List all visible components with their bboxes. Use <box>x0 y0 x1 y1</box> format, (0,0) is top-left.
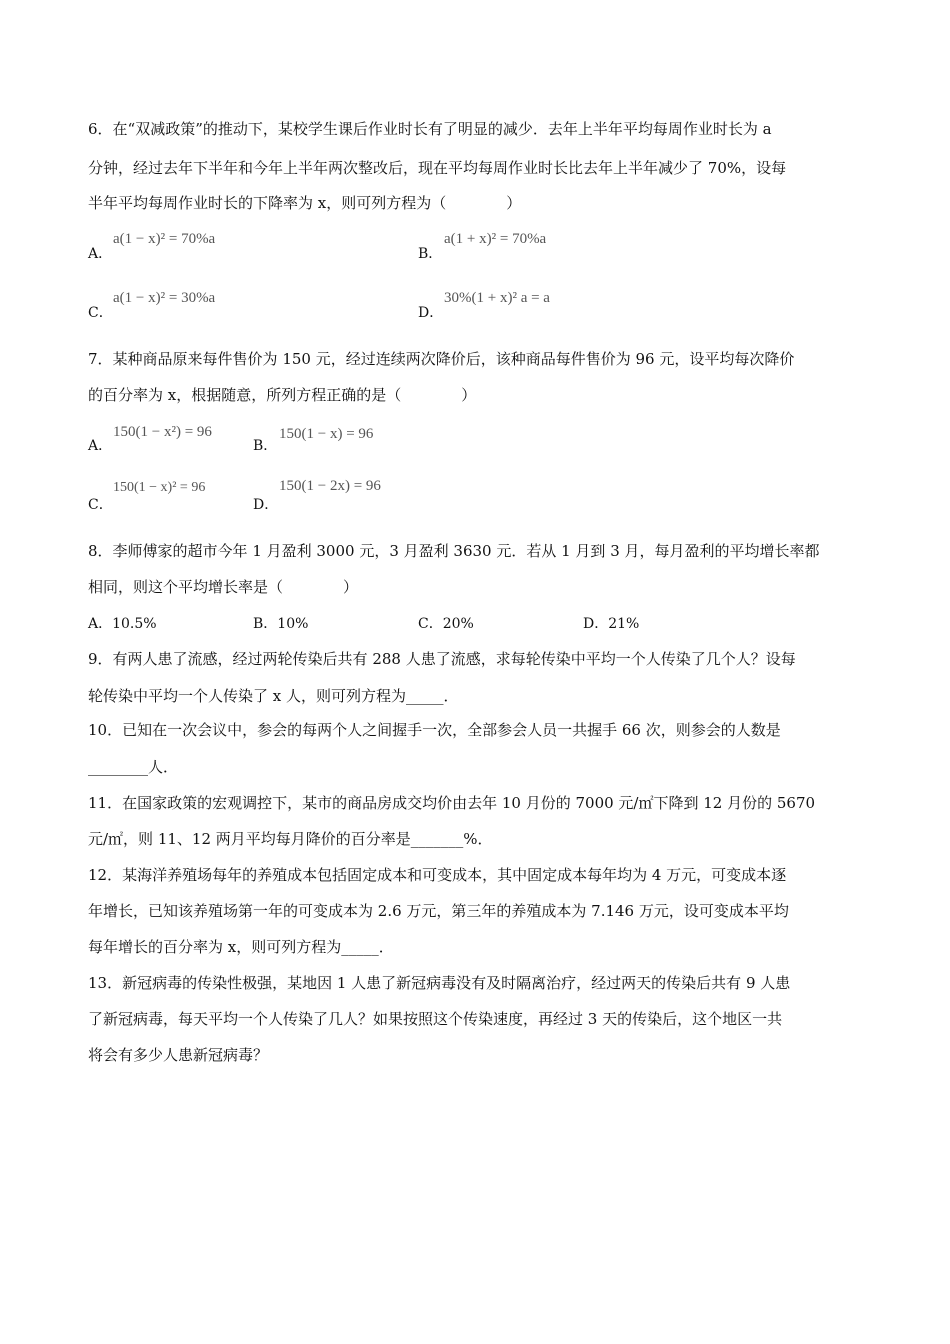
q10-line-2: ________人． <box>88 758 179 776</box>
q8-option-b: B．10% <box>253 616 309 632</box>
q7-option-d-formula: 150(1 − 2x) = 96 <box>279 478 381 494</box>
q8-option-d: D．21% <box>583 616 640 632</box>
q13-line-2: 了新冠病毒，每天平均一个人传染了几人？如果按照这个传染速度，再经过 3 天的传染后，这个地区一共 <box>88 1010 783 1028</box>
q6-option-d-label: D． <box>418 305 444 321</box>
q12-line-2: 年增长，已知该养殖场第一年的可变成本为 2.6 万元，第三年的养殖成本为 7.146 万元，设可变成本平均 <box>88 902 789 920</box>
q7-option-b-label: B． <box>253 438 278 454</box>
q7-line-2: 的百分率为 x，根据随意，所列方程正确的是（ ） <box>88 386 477 404</box>
q9-line-1: 9．有两人患了流感，经过两轮传染后共有 288 人患了流感，求每轮传染中平均一个人传染了几个人？设每 <box>88 650 796 668</box>
q7-option-b-formula: 150(1 − x) = 96 <box>279 426 374 442</box>
q6-option-c-formula: a(1 − x)² = 30%a <box>113 290 216 306</box>
q6-option-c-label: C． <box>88 305 113 321</box>
q7-option-a-formula: 150(1 − x²) = 96 <box>113 424 212 440</box>
q11-line-2: 元/㎡，则 11、12 两月平均每月降价的百分率是_______%． <box>88 830 493 848</box>
q6-option-b-formula: a(1 + x)² = 70%a <box>444 231 547 247</box>
q12-line-3: 每年增长的百分率为 x，则可列方程为_____． <box>88 938 394 956</box>
q6-line-3: 半年平均每周作业时长的下降率为 x，则可列方程为（ ） <box>88 194 522 212</box>
q8-line-1: 8．李师傅家的超市今年 1 月盈利 3000 元，3 月盈利 3630 元．若从 1 月到 3 月，每月盈利的平均增长率都 <box>88 542 820 560</box>
q13-line-3: 将会有多少人患新冠病毒？ <box>88 1046 269 1064</box>
q6-option-a-label: A． <box>88 246 113 262</box>
q6-option-b-label: B． <box>418 246 443 262</box>
q8-line-2: 相同，则这个平均增长率是（ ） <box>88 578 359 596</box>
q13-line-1: 13．新冠病毒的传染性极强，某地因 1 人患了新冠病毒没有及时隔离治疗，经过两天的传染后共有 9 人患 <box>88 974 791 992</box>
q7-option-d-label: D． <box>253 497 279 513</box>
q7-option-a-label: A． <box>88 438 113 454</box>
q8-option-c: C．20% <box>418 616 474 632</box>
q7-option-c-label: C． <box>88 497 113 513</box>
q6-option-d-formula: 30%(1 + x)² a = a <box>444 290 550 306</box>
q6-line-1: 6．在“双减政策”的推动下，某校学生课后作业时长有了明显的减少．去年上半年平均每周作业时长为 a <box>88 120 772 138</box>
q9-line-2: 轮传染中平均一个人传染了 x 人，则可列方程为_____． <box>88 687 459 705</box>
q12-line-1: 12．某海洋养殖场每年的养殖成本包括固定成本和可变成本，其中固定成本每年均为 4 万元，可变成本逐 <box>88 866 787 884</box>
q11-line-1: 11．在国家政策的宏观调控下，某市的商品房成交均价由去年 10 月份的 7000 元/㎡下降到 12 月份的 5670 <box>88 794 816 812</box>
q6-option-a-formula: a(1 − x)² = 70%a <box>113 231 216 247</box>
q8-option-a: A．10.5% <box>88 616 157 632</box>
q7-option-c-formula: 150(1 − x)² = 96 <box>113 480 206 495</box>
q6-line-2: 分钟，经过去年下半年和今年上半年两次整改后，现在平均每周作业时长比去年上半年减少了 70%，设每 <box>88 159 787 177</box>
q10-line-1: 10．已知在一次会议中，参会的每两个人之间握手一次，全部参会人员一共握手 66 次，则参会的人数是 <box>88 721 781 739</box>
q7-line-1: 7．某种商品原来每件售价为 150 元，经过连续两次降价后，该种商品每件售价为 96 元，设平均每次降价 <box>88 350 795 368</box>
